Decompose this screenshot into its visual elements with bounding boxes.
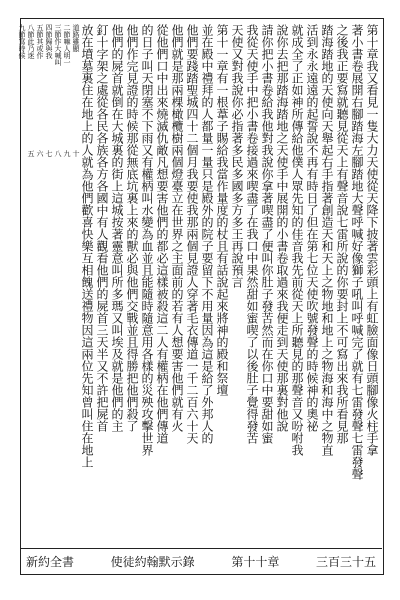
note-line: 五節其或作 [36, 24, 44, 59]
text-column: 請你把小書卷給我他對我說你拿著喫盡了便叫你肚子發苦然而在你口中要甜如蜜 [260, 24, 274, 444]
verse-number: 五 [27, 150, 35, 157]
text-column: 放在墳墓裏住在地上的人就為他們歡喜快樂互相餽送禮物因這兩位先知曾叫住在地上 [80, 24, 94, 468]
note-line: 道路雖顯 [72, 24, 80, 52]
text-column: 並在殿中禮拜的人都量一量只是殿外的院子要留下不用量因為這是給了外邦人的 [200, 24, 214, 444]
text-column: 的日子叫天閉塞不下雨又有權柄叫水變為血並且能隨時隨意用各樣的災殃攻擊世界 [140, 24, 154, 456]
marginal-notes [18, 24, 80, 144]
text-column: 他們就是那兩棵橄欖樹兩個燈臺立在世界之主面前的若有人想要害他們就有火 [170, 24, 184, 432]
note-line: 三節作大喊叫 [54, 24, 62, 66]
text-column: 說你去把那踏海踏地之天使手中展開的小書卷取過來我便走到天使那裏對他說 [275, 24, 289, 432]
footer-rule [20, 548, 382, 549]
text-column: 他們要踐踏聖城四十二個月我要使我那兩個見證人穿著毛衣傳道一千二百六十天 [185, 24, 199, 444]
book-title: 使徒約翰默示錄 [110, 554, 195, 569]
text-column: 之後我正要寫就聽見從天上有聲音說七雷所說的你要封上不可寫出來我所看見那 [335, 24, 349, 444]
verse-number: 十 [72, 150, 80, 157]
verse-number: 七 [45, 150, 53, 157]
text-column: 我從天使手中把小書卷接過來喫盡了在我口中果然甜如蜜喫了以後肚子覺得發苦 [245, 24, 259, 444]
text-column: 他們的屍首就倒在大城裏的街上這城按著靈意叫所多瑪又叫埃及就是他們的主 [110, 24, 124, 432]
verse-number: 九 [63, 150, 71, 157]
verse-number: 六 [36, 150, 44, 157]
text-column: 活到永永遠遠的起誓說不再有時日了但在第七位天使吹號發聲的時候神的奧祕 [305, 24, 319, 432]
text-column: 釘十字架之處從各民各族各方各國中有人觀看他們的屍首三天半又不許把屍首 [95, 24, 109, 432]
text-column: 第十章我又看見一隻大力天使從天降下披著雲彩頭上有虹臉面像日頭腳像火柱手拿 [365, 24, 379, 456]
chapter-label: 第十十章 [231, 554, 280, 569]
text-column: 著小書卷展開右腳踏海左腳踏地大聲呼喊好像獅子吼叫呼喊完了就有七雷發聲七雷發聲 [350, 24, 364, 480]
book-name: 新約全書 [26, 554, 75, 569]
page-number: 三百三十五 [315, 554, 376, 569]
main-text-columns [80, 24, 378, 544]
note-line: 四節歸與我 [45, 24, 53, 59]
verse-number-strip [25, 150, 80, 202]
page-footer [20, 552, 382, 570]
note-line: 九節寫時候 [18, 24, 26, 59]
note-line: 八節此乃迷 [27, 24, 35, 59]
text-column: 他們作完見證的時候那從無底坑裏上來的獸必與他們交戰並且得勝把他們殺了 [125, 24, 139, 432]
note-line: 二節嘛人明一 [63, 24, 71, 66]
text-column: 從他們口中出來燒滅仇敵凡想要害他們的都必這樣被殺這二人有權柄在他們傳道 [155, 24, 169, 444]
text-column: 就成全了正如神所傳給他僕人眾先知的佳音我先前從天上所聽見的那聲音又吩咐我 [290, 24, 304, 456]
text-column: 踏海踏地的天使向天舉起右手指著創造天和天上之物地和地上之物海和海中之物直 [320, 24, 334, 456]
verse-number: 八 [54, 150, 62, 157]
text-column: 天使又對我說你必指著多民多國多方多王再說預言 [230, 24, 244, 288]
text-column: 第十一章有一根葦子賜給我當作量度的杖且有話說起來將神的殿和祭壇 [215, 24, 229, 396]
